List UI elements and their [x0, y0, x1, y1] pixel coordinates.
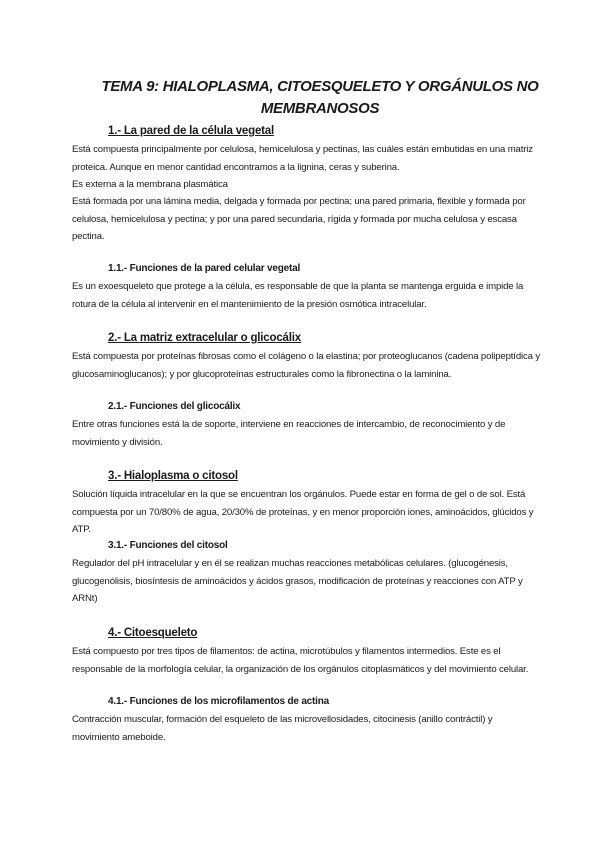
section-4-subheading: 4.1.- Funciones de los microfilamentos de actina	[108, 696, 330, 707]
section-4-paragraph: Está compuesto por tres tipos de filamentos: de actina, microtúbulos y filamentos intermedios. Este es el responsable de la morfología celular, la organización de los orgánulos citoplasmáticos y del movimiento celular.	[72, 646, 529, 675]
section-2-subheading: 2.1.- Funciones del glicocálix	[108, 401, 241, 412]
section-1-subheading: 1.1.- Funciones de la pared celular vegetal	[108, 263, 301, 274]
section-1-heading: 1.- La pared de la célula vegetal	[108, 125, 274, 137]
section-1-paragraph-2: Es externa a la membrana plasmática	[72, 179, 228, 190]
section-2-heading: 2.- La matriz extracelular o glicocálix	[108, 332, 301, 344]
document-title-line-2: MEMBRANOSOS	[260, 100, 380, 117]
section-2-sub-paragraph: Entre otras funciones está la de soporte, interviene en reacciones de intercambio, de reconocimiento y de movimiento y división.	[72, 419, 506, 448]
document-title-line-1: TEMA 9: HIALOPLASMA, CITOESQUELETO Y ORGÁNULOS NO	[101, 78, 539, 95]
section-4-sub-paragraph: Contracción muscular, formación del esqueleto de las microvellosidades, citocinesis (anillo contráctil) y movimiento ameboide.	[72, 714, 493, 743]
section-1-sub-paragraph: Es un exoesqueleto que protege a la célula, es responsable de que la planta se mantenga erguida e impide la rotura de la célula al intervenir en el mantenimiento de la presión osmótica intracelular.	[72, 281, 524, 310]
section-3-subheading: 3.1.- Funciones del citosol	[108, 540, 228, 551]
section-1-paragraph-1: Está compuesta principalmente por celulosa, hemicelulosa y pectinas, las cuáles están embutidas en una matriz proteica. Aunque en menor cantidad encontramos a la lignina, ceras y suberina.	[72, 144, 533, 173]
section-2-paragraph: Está compuesta por proteínas fibrosas como el colágeno o la elastina; por proteoglucanos (cadena polipeptídica y glucosaminoglucanos); y por glucoproteínas estructurales como la fibronectina o la laminina.	[72, 351, 540, 380]
section-1-paragraph-3: Está formada por una lámina media, delgada y formada por pectina; una pared primaria, flexible y formada por celulosa, hemicelulosa y pectina; y por una pared secundaria, rígida y formada por mucha celulosa y escasa pectina.	[72, 196, 526, 242]
section-4-heading: 4.- Citoesqueleto	[108, 627, 198, 639]
section-3-heading: 3.- Hialoplasma o citosol	[108, 470, 238, 482]
section-3-sub-paragraph: Regulador del pH intracelular y en él se realizan muchas reacciones metabólicas celulares. (glucogénesis, glucogenólisis, biosíntesis de aminoácidos y ácidos grasos, modificación de proteínas y reacciones con ATP y ARNt)	[72, 558, 523, 604]
section-3-paragraph: Solución líquida intracelular en la que se encuentran los orgánulos. Puede estar en forma de gel o de sol. Está compuesta por un 70/80% de agua, 20/30% de proteínas, y en menor proporción iones, aminoácidos, glúcidos y ATP.	[72, 489, 534, 535]
